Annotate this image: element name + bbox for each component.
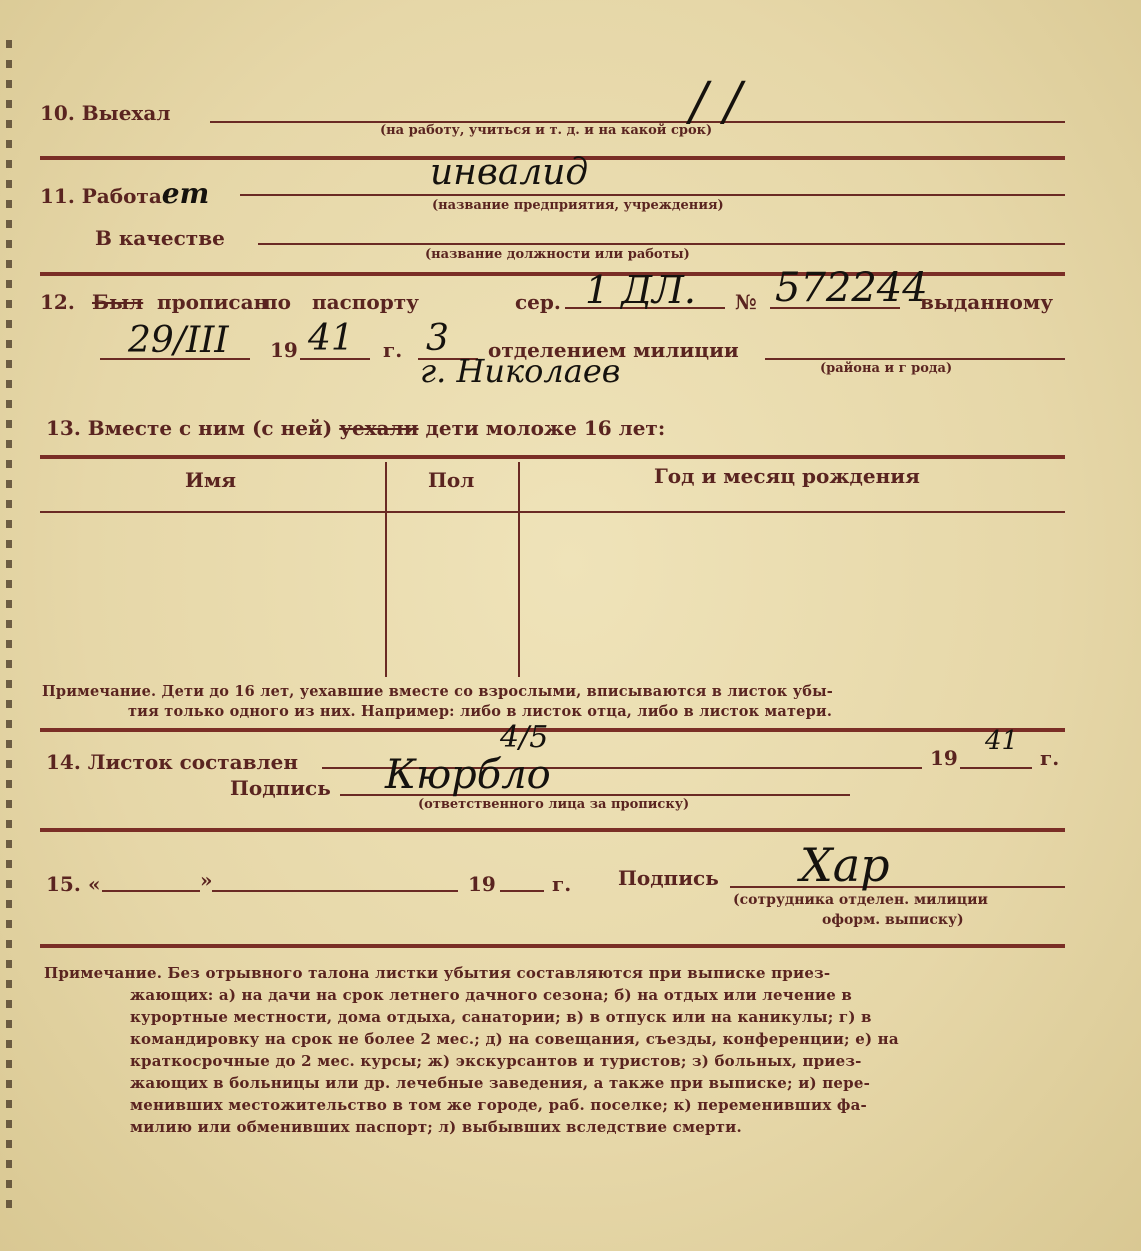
field-15-year-prefix: 19	[468, 872, 496, 896]
field-15-day-line	[102, 890, 200, 892]
note-2-line-8: милию или обменивших паспорт; л) выбывших вследствие смерти.	[130, 1118, 742, 1136]
position-hint: (название должности или работы)	[425, 247, 690, 262]
city-handwritten: г. Николаев	[420, 352, 621, 390]
field-15-g: г.	[552, 872, 572, 896]
note-2-line-7: менивших местожительство в том же городе, раб. поселке; к) переменивших фа-	[130, 1096, 867, 1114]
dept-handwritten: 3	[426, 318, 449, 359]
field-12-text-2: по	[263, 290, 291, 314]
field-11-suffix-handwritten: ет	[161, 177, 210, 210]
field-10-handwritten: / /	[690, 72, 742, 132]
dept-end-line	[765, 358, 1065, 360]
field-14-year-line	[960, 767, 1032, 769]
field-15-year-line	[500, 890, 544, 892]
field-15-sign-label: Подпись	[618, 866, 719, 890]
field-15-quote-close: »	[200, 868, 213, 892]
year-prefix: 19	[270, 338, 298, 362]
children-table-header-line	[40, 511, 1065, 513]
children-table-divider-1	[385, 462, 387, 677]
field-15-sign-handwritten: Хар	[800, 838, 890, 892]
divider-5	[40, 944, 1065, 948]
number-label: №	[735, 290, 757, 314]
position-label: В качестве	[95, 226, 225, 250]
note-2-line-5: краткосрочные до 2 мес. курсы; ж) экскурсантов и туристов; з) больных, приез-	[130, 1052, 862, 1070]
column-birth: Год и месяц рождения	[654, 464, 920, 488]
field-11-label-prefix: 11. Работа	[40, 184, 162, 208]
divider-3	[40, 728, 1065, 732]
field-11-line	[240, 194, 1065, 196]
year-handwritten: 41	[308, 318, 354, 359]
note-2-line-3: курортные местности, дома отдыха, санатории; в) в отпуск или на каникулы; г) в	[130, 1008, 872, 1026]
field-13-label-a: 13. Вместе с ним (с ней)	[46, 416, 333, 440]
column-sex: Пол	[428, 468, 475, 492]
children-table-top	[40, 455, 1065, 459]
region-hint: (района и г рода)	[820, 361, 953, 376]
field-10-label: 10. Выехал	[40, 101, 171, 125]
series-label: сер.	[515, 290, 561, 314]
field-13-label-b: дети моложе 16 лет:	[425, 416, 666, 440]
field-15-hint-1: (сотрудника отделен. милиции	[733, 892, 988, 908]
sign-handwritten: Кюрбло	[385, 752, 551, 798]
year-g: г.	[383, 338, 403, 362]
field-12-text-3: паспорту	[312, 290, 419, 314]
note-2-line-4: командировку на срок не более 2 мес.; д) на совещания, съезды, конференции; е) на	[130, 1030, 899, 1048]
field-14-year-handwritten: 41	[985, 726, 1019, 756]
note-1-line-2: тия только одного из них. Например: либо в листок отца, либо в листок матери.	[128, 703, 833, 720]
perforation-edge	[6, 40, 12, 1211]
date-handwritten: 29/III	[128, 320, 229, 361]
note-1-line-1: Примечание. Дети до 16 лет, уехавшие вместе со взрослыми, вписываются в листок убы-	[42, 683, 834, 700]
field-13-label	[46, 416, 665, 440]
field-15-month-line	[212, 890, 458, 892]
field-14-label: 14. Листок составлен	[46, 750, 299, 774]
field-10-hint: (на работу, учиться и т. д. и на какой срок)	[380, 123, 713, 138]
field-12-text-1: прописан	[157, 290, 269, 314]
field-15-sign-line	[730, 886, 1065, 888]
issued-label: выданному	[920, 290, 1054, 314]
column-name: Имя	[185, 468, 237, 492]
divider-4	[40, 828, 1065, 832]
sign-hint: (ответственного лица за прописку)	[418, 797, 690, 812]
note-2-line-1: Примечание. Без отрывного талона листки убытия составляются при выписке приез-	[44, 964, 831, 982]
note-2-line-6: жающих в больницы или др. лечебные заведения, а также при выписке; и) пере-	[130, 1074, 871, 1092]
dept-label: отделением милиции	[488, 338, 739, 362]
number-handwritten: 572244	[775, 265, 928, 311]
field-15-quote-open: «	[88, 872, 101, 896]
field-11-hint: (название предприятия, учреждения)	[432, 198, 724, 213]
field-14-g: г.	[1040, 746, 1060, 770]
field-12-number: 12.	[40, 290, 75, 314]
field-15-hint-2: оформ. выписку)	[822, 912, 964, 928]
position-line	[258, 243, 1065, 245]
field-13-struck-word: уехали	[339, 416, 419, 440]
children-table-divider-2	[518, 462, 520, 677]
field-14-year-prefix: 19	[930, 746, 958, 770]
note-2-line-2: жающих: а) на дачи на срок летнего дачного сезона; б) на отдых или лечение в	[130, 986, 853, 1004]
series-handwritten: 1 ДЛ.	[585, 268, 696, 312]
field-15-label: 15.	[46, 872, 81, 896]
sign-label: Подпись	[230, 776, 331, 800]
field-14-date-handwritten: 4/5	[500, 720, 549, 755]
field-12-struck-word: Был	[92, 290, 144, 314]
field-11-label	[40, 177, 209, 210]
field-11-value-handwritten: инвалид	[430, 152, 589, 193]
